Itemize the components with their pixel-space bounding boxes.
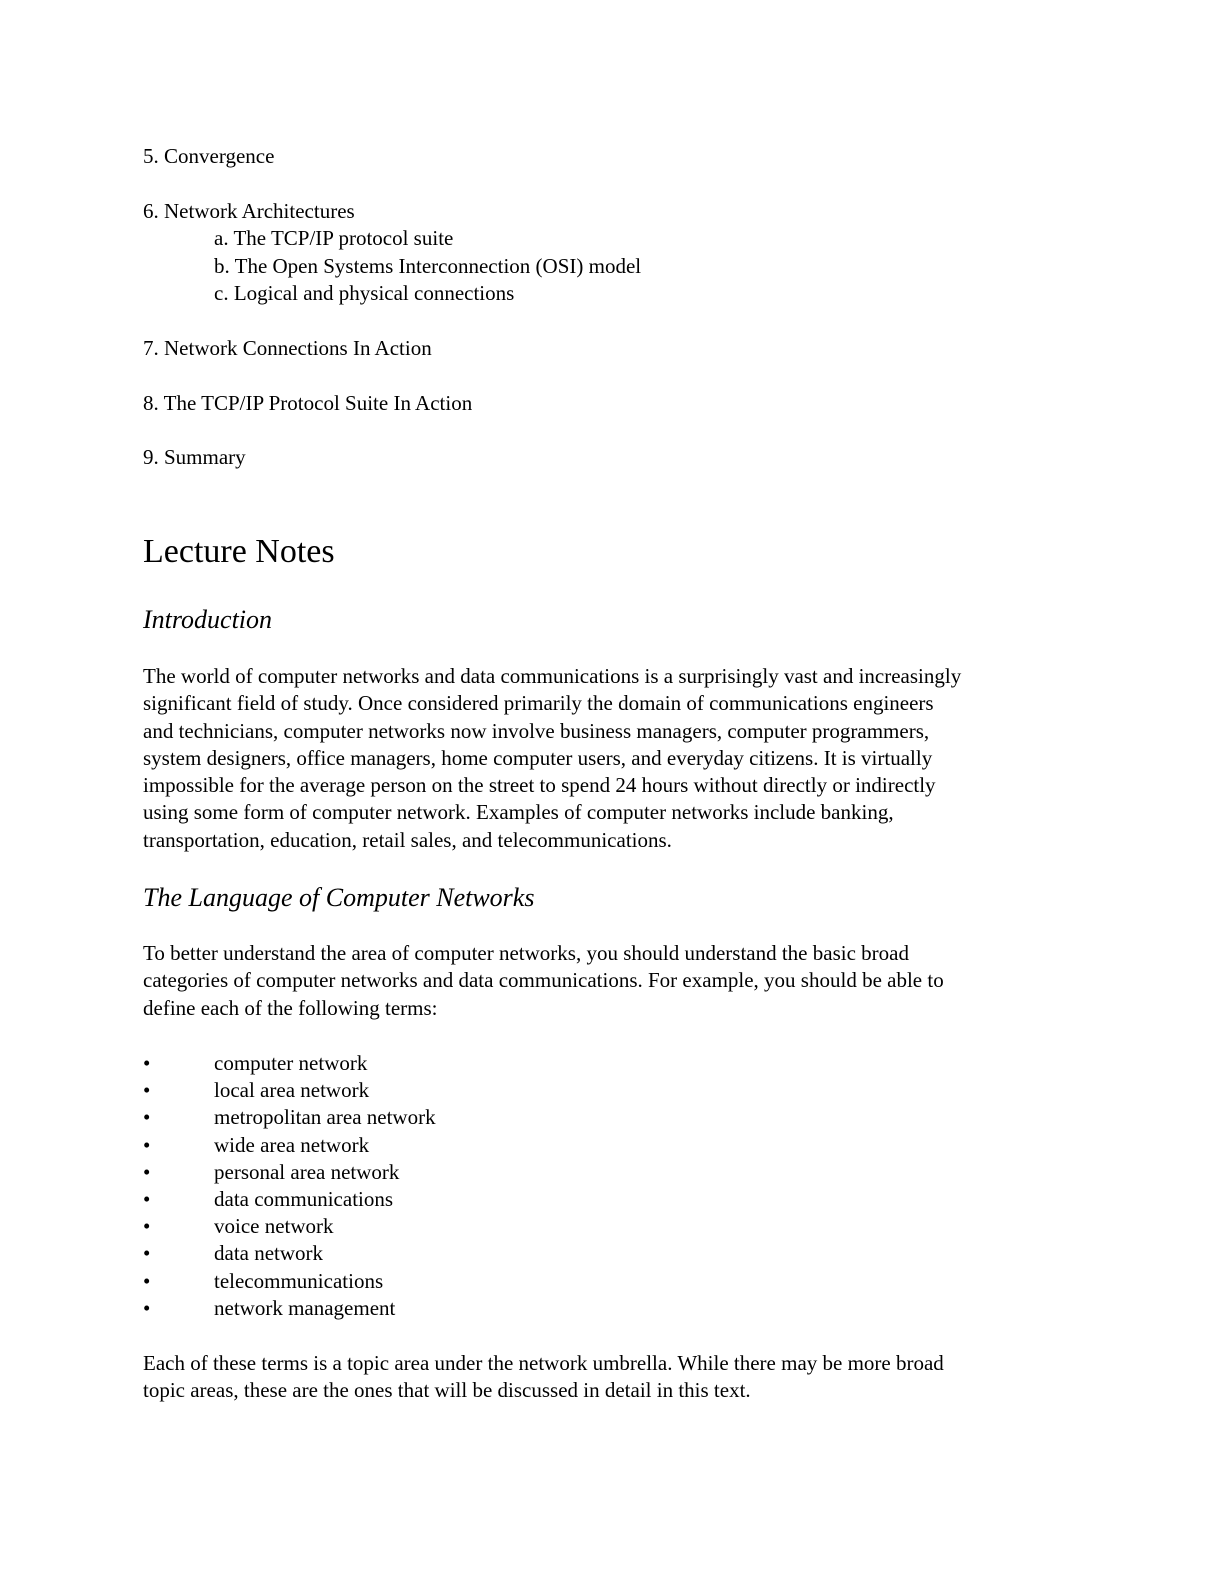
outline-subitem-6b: b. The Open Systems Interconnection (OSI) model bbox=[214, 254, 642, 278]
term-label: network management bbox=[214, 1295, 396, 1320]
term-label: local area network bbox=[214, 1078, 370, 1103]
bullet-icon: • bbox=[143, 1241, 151, 1266]
bullet-icon: • bbox=[143, 1186, 151, 1211]
page-title: Lecture Notes bbox=[143, 533, 335, 570]
bullet-icon: • bbox=[143, 1132, 151, 1157]
section-heading-language: The Language of Computer Networks bbox=[143, 883, 535, 912]
bullet-icon: • bbox=[143, 1159, 151, 1184]
paragraph-line: significant field of study. Once considered primarily the domain of communications engineers bbox=[143, 691, 934, 716]
paragraph-line: using some form of computer network. Examples of computer networks include banking, bbox=[143, 800, 894, 825]
term-label: telecommunications bbox=[214, 1268, 384, 1293]
bullet-icon: • bbox=[143, 1214, 151, 1239]
section-heading-introduction: Introduction bbox=[143, 605, 273, 634]
paragraph-line: define each of the following terms: bbox=[143, 995, 438, 1020]
term-label: data network bbox=[214, 1241, 324, 1266]
paragraph-line: system designers, office managers, home computer users, and everyday citizens. It is virtually bbox=[143, 745, 933, 770]
term-label: personal area network bbox=[214, 1159, 400, 1184]
bullet-icon: • bbox=[143, 1268, 151, 1293]
outline-item-5: 5. Convergence bbox=[143, 144, 275, 168]
outline-item-9: 9. Summary bbox=[143, 445, 246, 469]
term-label: computer network bbox=[214, 1051, 368, 1075]
term-label: wide area network bbox=[214, 1132, 370, 1157]
language-paragraph bbox=[143, 940, 1083, 1022]
paragraph-line: and technicians, computer networks now involve business managers, computer programmers, bbox=[143, 718, 930, 743]
bullet-icon: • bbox=[143, 1078, 151, 1103]
term-label: data communications bbox=[214, 1186, 394, 1211]
term-label: metropolitan area network bbox=[214, 1105, 436, 1130]
outline-subitem-6a: a. The TCP/IP protocol suite bbox=[214, 226, 454, 250]
bullet-icon: • bbox=[143, 1051, 151, 1075]
term-label: voice network bbox=[214, 1214, 334, 1239]
closing-paragraph bbox=[143, 1350, 1083, 1405]
paragraph-line: To better understand the area of computer networks, you should understand the basic broad bbox=[143, 941, 909, 965]
bullet-icon: • bbox=[143, 1105, 151, 1130]
paragraph-line: The world of computer networks and data communications is a surprisingly vast and increasingly bbox=[143, 664, 962, 688]
outline-subitem-6c: c. Logical and physical connections bbox=[214, 281, 515, 305]
outline-item-7: 7. Network Connections In Action bbox=[143, 336, 432, 360]
paragraph-line: Each of these terms is a topic area under the network umbrella. While there may be more broad bbox=[143, 1351, 944, 1375]
intro-paragraph bbox=[143, 663, 1083, 854]
outline-item-8: 8. The TCP/IP Protocol Suite In Action bbox=[143, 391, 473, 415]
paragraph-line: transportation, education, retail sales, and telecommunications. bbox=[143, 827, 672, 852]
paragraph-line: impossible for the average person on the street to spend 24 hours without directly or indirectly bbox=[143, 773, 936, 798]
bullet-icon: • bbox=[143, 1295, 151, 1320]
paragraph-line: topic areas, these are the ones that will be discussed in detail in this text. bbox=[143, 1378, 751, 1403]
paragraph-line: categories of computer networks and data communications. For example, you should be able to bbox=[143, 968, 944, 993]
outline-item-6: 6. Network Architectures bbox=[143, 199, 355, 223]
